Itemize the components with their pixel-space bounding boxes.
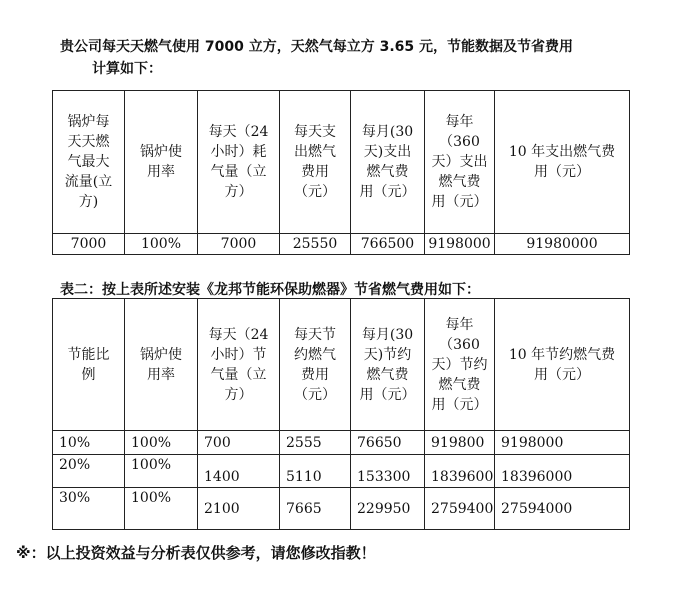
table-cell: 2100 <box>198 488 280 530</box>
table-cell: 25550 <box>280 234 351 255</box>
table-cell: 20% <box>53 455 125 488</box>
table-cell: 7000 <box>53 234 125 255</box>
table-header-row <box>53 299 630 431</box>
header-cell: 每月(30 天)支出 燃气费 用（元） <box>351 91 425 234</box>
table-cell: 1839600 <box>425 455 495 488</box>
table-cell: 9198000 <box>425 234 495 255</box>
header-cell: 锅炉使 用率 <box>125 91 198 234</box>
intro-line-1: 贵公司每天天燃气使用 7000 立方，天然气每立方 3.65 元，节能数据及节省费用 <box>60 39 574 55</box>
table-cell: 229950 <box>351 488 425 530</box>
table-cell: 7665 <box>280 488 351 530</box>
disclaimer-note: ※：以上投资效益与分析表仅供参考，请您修改指教！ <box>16 544 376 562</box>
intro-line-2: 计算如下： <box>92 61 162 77</box>
header-cell: 每年 （360 天）节约 燃气费 用（元） <box>425 299 495 431</box>
table-cell: 7000 <box>198 234 280 255</box>
header-cell: 10 年支出燃气费 用（元） <box>495 91 630 234</box>
header-cell: 10 年节约燃气费 用（元） <box>495 299 630 431</box>
table-cell: 100% <box>125 488 198 530</box>
header-cell: 每天（24 小时）节 气量（立 方） <box>198 299 280 431</box>
header-cell: 节能比 例 <box>53 299 125 431</box>
table-cell: 100% <box>125 455 198 488</box>
table-cell: 1400 <box>198 455 280 488</box>
table-row <box>53 234 630 255</box>
table-cell: 100% <box>125 431 198 455</box>
header-cell: 每天节 约燃气 费用 （元） <box>280 299 351 431</box>
gas-savings-table <box>52 298 630 530</box>
table-cell: 5110 <box>280 455 351 488</box>
table-cell: 91980000 <box>495 234 630 255</box>
table-cell: 18396000 <box>495 455 630 488</box>
table-row <box>53 431 630 455</box>
table-cell: 100% <box>125 234 198 255</box>
table-cell: 27594000 <box>495 488 630 530</box>
header-cell: 每年 （360 天）支出 燃气费 用（元） <box>425 91 495 234</box>
header-cell: 每天（24 小时）耗 气量（立 方） <box>198 91 280 234</box>
header-cell: 每月(30 天)节约 燃气费 用（元） <box>351 299 425 431</box>
table2-caption: 表二：按上表所述安装《龙邦节能环保助燃器》节省燃气费用如下： <box>60 282 480 298</box>
gas-cost-table <box>52 90 630 255</box>
table-row <box>53 455 630 488</box>
table-header-row <box>53 91 630 234</box>
table-cell: 766500 <box>351 234 425 255</box>
header-cell: 锅炉每 天天燃 气最大 流量(立 方) <box>53 91 125 234</box>
header-cell: 锅炉使 用率 <box>125 299 198 431</box>
table-cell: 153300 <box>351 455 425 488</box>
table-cell: 2555 <box>280 431 351 455</box>
table-row <box>53 488 630 530</box>
table-cell: 2759400 <box>425 488 495 530</box>
table-cell: 10% <box>53 431 125 455</box>
header-cell: 每天支 出燃气 费用 （元） <box>280 91 351 234</box>
table-cell: 700 <box>198 431 280 455</box>
table-cell: 76650 <box>351 431 425 455</box>
table-cell: 9198000 <box>495 431 630 455</box>
table-cell: 919800 <box>425 431 495 455</box>
table-cell: 30% <box>53 488 125 530</box>
